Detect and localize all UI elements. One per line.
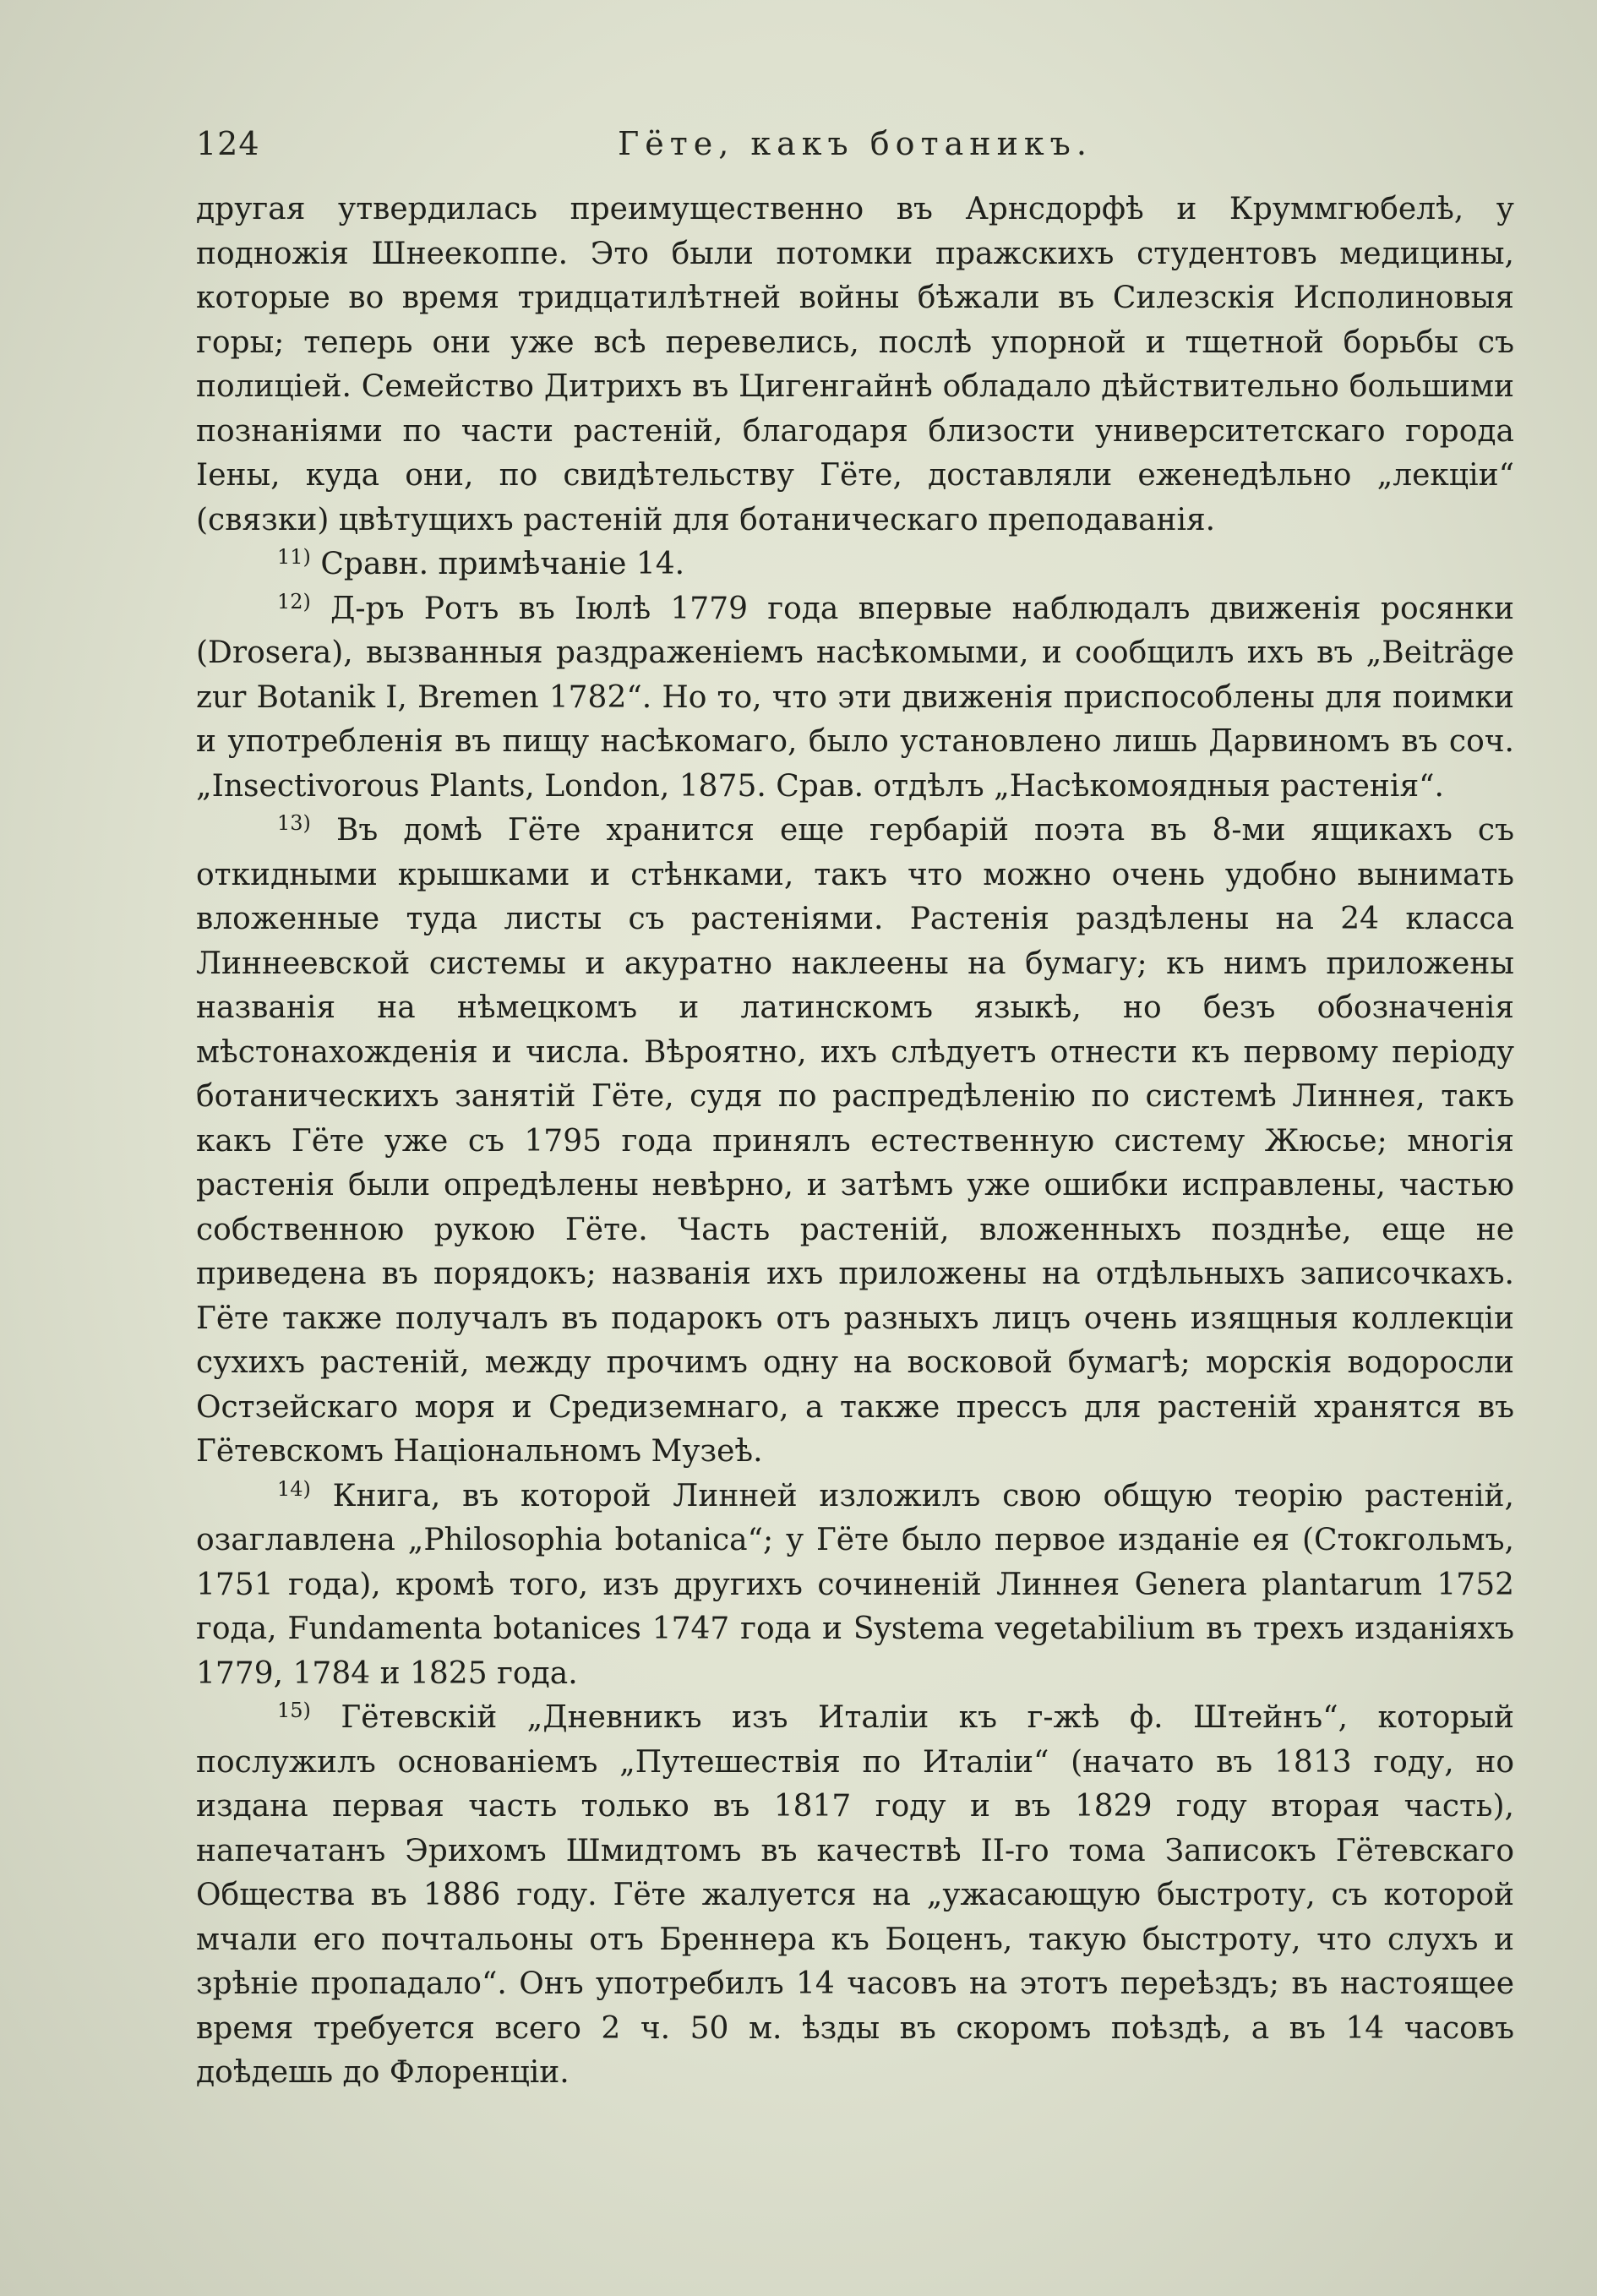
footnote-13: [196, 809, 1514, 1475]
paragraph-text: другая утвердилась преимущественно въ Арнсдорфѣ и Круммгюбелѣ, у подножія Шнеекоппе. Это были потомки пражскихъ студентовъ медицины, которые во время тридцатилѣтней войны бѣжали въ Силезскія Исполиновыя горы; теперь они уже всѣ перевелись, послѣ упорной и тщетной борьбы съ полиціей. Семейство Дитрихъ въ Цигенгайнѣ обладало дѣйствительно большими познаніями по части растеній, благодаря близости университетскаго города Іены, куда они, по свидѣтельству Гёте, доставляли еженедѣльно „лекціи“ (связки) цвѣтущихъ растеній для ботаническаго преподаванія.: [196, 192, 1514, 537]
footnote-11: [196, 543, 1514, 587]
footnote-text: Въ домѣ Гёте хранится еще гербарій поэта въ 8-ми ящикахъ съ откидными крышками и стѣнками, такъ что можно очень удобно вынимать вложенные туда листы съ растеніями. Растенія раздѣлены на 24 класса Линнеевской системы и акуратно наклеены на бумагу; къ нимъ приложены названія на нѣмецкомъ и латинскомъ языкѣ, но безъ обозначенія мѣстонахожденія и числа. Вѣроятно, ихъ слѣдуетъ отнести къ первому періоду ботаническихъ занятій Гёте, судя по распредѣленію по системѣ Линнея, такъ какъ Гёте уже съ 1795 года принялъ естественную систему Жюсье; многія растенія были опредѣлены невѣрно, и затѣмъ уже ошибки исправлены, частью собственною рукою Гёте. Часть растеній, вложенныхъ позднѣе, еще не приведена въ порядокъ; названія ихъ приложены на отдѣльныхъ записочкахъ. Гёте также получалъ въ подарокъ отъ разныхъ лицъ очень изящныя коллекціи сухихъ растеній, между прочимъ одну на восковой бумагѣ; морскія водоросли Остзейскаго моря и Средиземнаго, а также прессъ для растеній хранятся въ Гётевскомъ Національномъ Музеѣ.: [196, 813, 1514, 1469]
footnote-14: [196, 1475, 1514, 1697]
footnote-marker: 12): [277, 589, 311, 614]
footnote-text: Книга, въ которой Линней изложилъ свою общую теорію растеній, озаглавлена „Philosophia botanica“; у Гёте было первое изданіе ея (Стокгольмъ, 1751 года), кромѣ того, изъ другихъ сочиненій Линнея Genera plantarum 1752 года, Fundamenta botanices 1747 года и Systema vegetabilium въ трехъ изданіяхъ 1779, 1784 и 1825 года.: [196, 1478, 1514, 1691]
page-header: [196, 125, 1514, 172]
footnote-marker: 13): [277, 811, 311, 835]
footnote-text: Сравн. примѣчаніе 14.: [310, 547, 685, 581]
footnote-marker: 14): [277, 1476, 311, 1501]
footnote-marker: 11): [277, 545, 311, 569]
paragraph-continuation: [196, 188, 1514, 543]
footnote-marker: 15): [277, 1699, 311, 1722]
footnote-15: [196, 1696, 1514, 2096]
page-body: [196, 188, 1514, 2096]
footnote-text: Гётевскій „Дневникъ изъ Италіи къ г-жѣ ф. Штейнъ“, который послужилъ основаніемъ „Путешествія по Италіи“ (начато въ 1813 году, но издана первая часть только въ 1817 году и въ 1829 году вторая часть), напечатанъ Эрихомъ Шмидтомъ въ качествѣ II-го тома Записокъ Гётевскаго Общества въ 1886 году. Гёте жалуется на „ужасающую быстроту, съ которой мчали его почтальоны отъ Бреннера къ Боценъ, такую быстроту, что слухъ и зрѣніе пропадало“. Онъ употребилъ 14 часовъ на этотъ переѣздъ; въ настоящее время требуется всего 2 ч. 50 м. ѣзды въ скоромъ поѣздѣ, а въ 14 часовъ доѣдешь до Флоренціи.: [196, 1700, 1514, 2090]
page-number: 124: [196, 125, 260, 162]
running-title: Гёте, какъ ботаникъ.: [618, 125, 1093, 162]
footnote-text: Д-ръ Ротъ въ Іюлѣ 1779 года впервые наблюдалъ движенія росянки (Drosera), вызванныя раздраженіемъ насѣкомыми, и сообщилъ ихъ въ „Beiträge zur Botanik I, Bremen 1782“. Но то, что эти движенія приспособлены для поимки и употребленія въ пищу насѣкомаго, было установлено лишь Дарвиномъ въ соч. „Insectivorous Plants, London, 1875. Срав. отдѣлъ „Насѣкомоядныя растенія“.: [196, 591, 1514, 804]
footnote-12: [196, 587, 1514, 810]
